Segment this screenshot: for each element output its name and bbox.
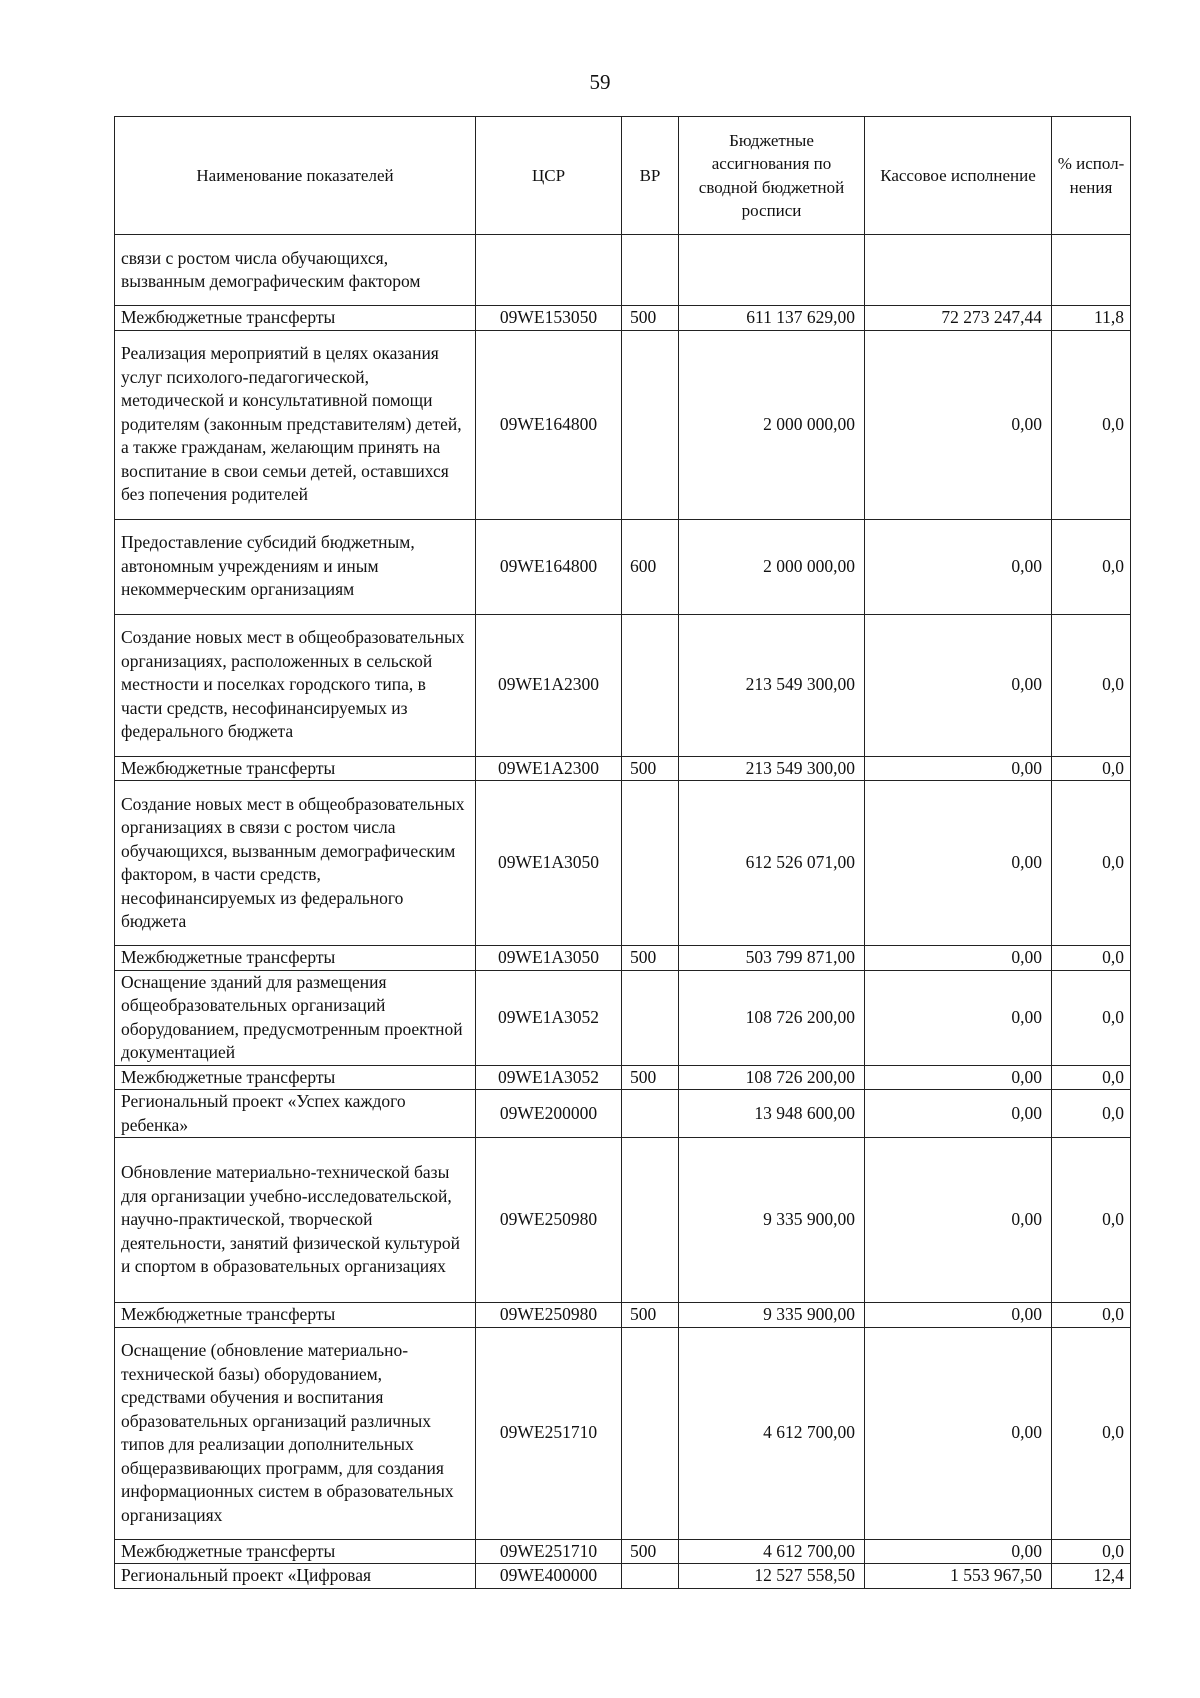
table-row: [115, 306, 1131, 331]
cell-vr: 500: [622, 306, 679, 331]
header-vr: ВР: [622, 117, 679, 235]
cell-name: связи с ростом числа обучающихся, вызванным демографическим фактором: [115, 235, 476, 306]
cell-name: Межбюджетные трансферты: [115, 756, 476, 781]
cell-vr: [622, 235, 679, 306]
cell-assigned: 503 799 871,00: [679, 946, 865, 971]
cell-csr: 09WE251710: [476, 1539, 622, 1564]
table-row: [115, 519, 1131, 614]
cell-executed: 0,00: [865, 1539, 1052, 1564]
cell-vr: 600: [622, 519, 679, 614]
budget-table: [114, 116, 1131, 1589]
table-row: [115, 1090, 1131, 1138]
cell-percent: 0,0: [1052, 946, 1131, 971]
cell-assigned: 13 948 600,00: [679, 1090, 865, 1138]
cell-assigned: 4 612 700,00: [679, 1327, 865, 1539]
table-row: [115, 781, 1131, 946]
cell-assigned: 108 726 200,00: [679, 1065, 865, 1090]
table-row: [115, 970, 1131, 1065]
cell-vr: [622, 1090, 679, 1138]
cell-assigned: 2 000 000,00: [679, 330, 865, 519]
cell-assigned: 4 612 700,00: [679, 1539, 865, 1564]
cell-executed: 0,00: [865, 781, 1052, 946]
cell-percent: 11,8: [1052, 306, 1131, 331]
cell-percent: 0,0: [1052, 1539, 1131, 1564]
cell-name: Предоставление субсидий бюджетным, автономным учреждениям и иным некоммерческим организациям: [115, 519, 476, 614]
cell-assigned: [679, 235, 865, 306]
cell-percent: 0,0: [1052, 1138, 1131, 1303]
cell-vr: [622, 330, 679, 519]
cell-csr: 09WE250980: [476, 1303, 622, 1328]
table-row: [115, 756, 1131, 781]
cell-assigned: 213 549 300,00: [679, 614, 865, 756]
cell-executed: 0,00: [865, 330, 1052, 519]
cell-name: Межбюджетные трансферты: [115, 946, 476, 971]
cell-assigned: 108 726 200,00: [679, 970, 865, 1065]
cell-csr: 09WE164800: [476, 330, 622, 519]
header-percent: % испол-нения: [1052, 117, 1131, 235]
cell-csr: [476, 235, 622, 306]
cell-vr: [622, 970, 679, 1065]
cell-name: Межбюджетные трансферты: [115, 1539, 476, 1564]
cell-name: Оснащение (обновление материально-технической базы) оборудованием, средствами обучения и воспитания образовательных организаций различных типов для реализации дополнительных общеразвивающих программ, для создания информационных систем в образовательных организациях: [115, 1327, 476, 1539]
cell-name: Межбюджетные трансферты: [115, 1065, 476, 1090]
cell-executed: 0,00: [865, 1065, 1052, 1090]
cell-percent: 0,0: [1052, 1327, 1131, 1539]
table-row: [115, 1065, 1131, 1090]
cell-csr: 09WE1A3052: [476, 1065, 622, 1090]
cell-vr: [622, 614, 679, 756]
table-row: [115, 1327, 1131, 1539]
header-name: Наименование показателей: [115, 117, 476, 235]
cell-executed: 1 553 967,50: [865, 1564, 1052, 1589]
table-row: [115, 946, 1131, 971]
cell-csr: 09WE1A2300: [476, 756, 622, 781]
cell-executed: 0,00: [865, 1090, 1052, 1138]
cell-vr: 500: [622, 1539, 679, 1564]
cell-csr: 09WE400000: [476, 1564, 622, 1589]
cell-executed: 72 273 247,44: [865, 306, 1052, 331]
table-row: [115, 235, 1131, 306]
cell-vr: [622, 1564, 679, 1589]
cell-assigned: 612 526 071,00: [679, 781, 865, 946]
cell-vr: 500: [622, 756, 679, 781]
cell-executed: 0,00: [865, 756, 1052, 781]
cell-csr: 09WE1A3052: [476, 970, 622, 1065]
cell-csr: 09WE251710: [476, 1327, 622, 1539]
cell-name: Реализация мероприятий в целях оказания услуг психолого-педагогической, методической и консультативной помощи родителям (законным представителям) детей, а также гражданам, желающим принять на воспитание в свои семьи детей, оставшихся без попечения родителей: [115, 330, 476, 519]
cell-percent: 0,0: [1052, 519, 1131, 614]
cell-csr: 09WE1A3050: [476, 781, 622, 946]
cell-csr: 09WE1A2300: [476, 614, 622, 756]
cell-executed: 0,00: [865, 519, 1052, 614]
cell-vr: 500: [622, 1303, 679, 1328]
page-number: 59: [589, 70, 611, 94]
header-csr: ЦСР: [476, 117, 622, 235]
cell-percent: 0,0: [1052, 1303, 1131, 1328]
header-assigned: Бюджетные ассигнования по сводной бюджетной росписи: [679, 117, 865, 235]
cell-csr: 09WE164800: [476, 519, 622, 614]
cell-percent: 0,0: [1052, 756, 1131, 781]
table-row: [115, 614, 1131, 756]
cell-assigned: 9 335 900,00: [679, 1303, 865, 1328]
cell-executed: [865, 235, 1052, 306]
cell-executed: 0,00: [865, 1327, 1052, 1539]
cell-name: Обновление материально-технической базы для организации учебно-исследовательской, научно-практической, творческой деятельности, занятий физической культурой и спортом в образовательных организациях: [115, 1138, 476, 1303]
cell-assigned: 9 335 900,00: [679, 1138, 865, 1303]
cell-assigned: 2 000 000,00: [679, 519, 865, 614]
table-row: [115, 1564, 1131, 1589]
cell-percent: 0,0: [1052, 781, 1131, 946]
cell-percent: [1052, 235, 1131, 306]
header-executed: Кассовое исполнение: [865, 117, 1052, 235]
cell-percent: 12,4: [1052, 1564, 1131, 1589]
cell-name: Оснащение зданий для размещения общеобразовательных организаций оборудованием, предусмотренным проектной документацией: [115, 970, 476, 1065]
cell-vr: [622, 781, 679, 946]
cell-name: Межбюджетные трансферты: [115, 306, 476, 331]
table-row: [115, 330, 1131, 519]
cell-name: Создание новых мест в общеобразовательных организациях, расположенных в сельской местности и поселках городского типа, в части средств, несофинансируемых из федерального бюджета: [115, 614, 476, 756]
cell-csr: 09WE200000: [476, 1090, 622, 1138]
cell-vr: [622, 1327, 679, 1539]
cell-executed: 0,00: [865, 946, 1052, 971]
cell-percent: 0,0: [1052, 330, 1131, 519]
cell-csr: 09WE153050: [476, 306, 622, 331]
cell-percent: 0,0: [1052, 614, 1131, 756]
cell-name: Региональный проект «Цифровая: [115, 1564, 476, 1589]
cell-name: Создание новых мест в общеобразовательных организациях в связи с ростом числа обучающихся, вызванным демографическим фактором, в части средств, несофинансируемых из федерального бюджета: [115, 781, 476, 946]
cell-percent: 0,0: [1052, 1065, 1131, 1090]
cell-percent: 0,0: [1052, 970, 1131, 1065]
cell-name: Региональный проект «Успех каждого ребенка»: [115, 1090, 476, 1138]
cell-csr: 09WE1A3050: [476, 946, 622, 971]
table-row: [115, 1539, 1131, 1564]
cell-percent: 0,0: [1052, 1090, 1131, 1138]
table-row: [115, 1303, 1131, 1328]
cell-name: Межбюджетные трансферты: [115, 1303, 476, 1328]
table-row: [115, 1138, 1131, 1303]
cell-assigned: 611 137 629,00: [679, 306, 865, 331]
cell-executed: 0,00: [865, 1138, 1052, 1303]
cell-vr: 500: [622, 946, 679, 971]
cell-vr: [622, 1138, 679, 1303]
cell-csr: 09WE250980: [476, 1138, 622, 1303]
cell-executed: 0,00: [865, 970, 1052, 1065]
cell-executed: 0,00: [865, 1303, 1052, 1328]
cell-assigned: 213 549 300,00: [679, 756, 865, 781]
cell-assigned: 12 527 558,50: [679, 1564, 865, 1589]
cell-executed: 0,00: [865, 614, 1052, 756]
cell-vr: 500: [622, 1065, 679, 1090]
table-header-row: [115, 117, 1131, 235]
